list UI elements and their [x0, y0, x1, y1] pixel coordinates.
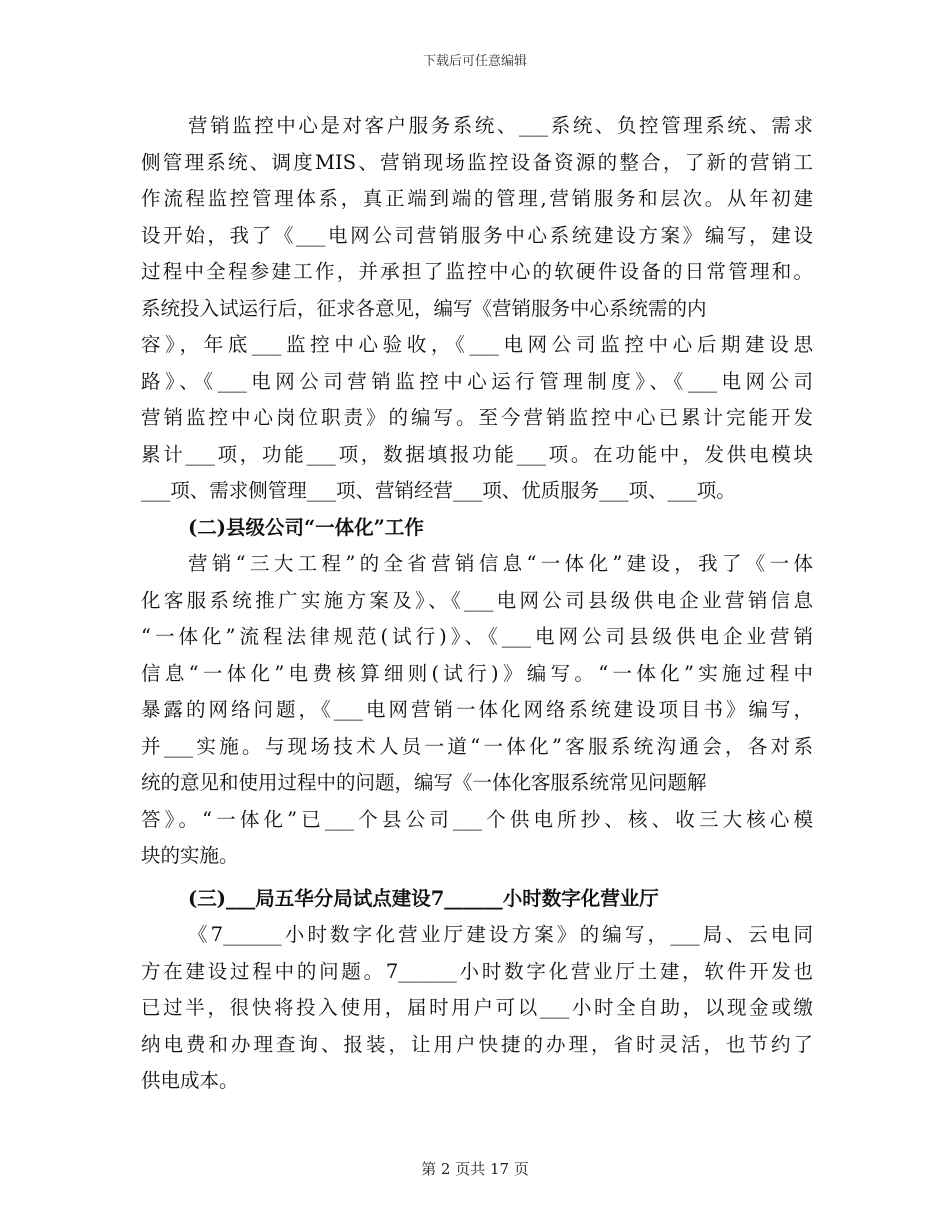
paragraph-line: 已过半，很快将投入使用，届时用户可以___小时全自助，以现金或缴	[141, 996, 813, 1019]
paragraph-line: 统的意见和使用过程中的问题，编写《一体化客服系统常见问题解	[141, 771, 707, 794]
paragraph-line: 路》、《___电网公司营销监控中心运行管理制度》、《___电网公司	[141, 369, 813, 393]
paragraph-line: 营销监控中心是对客户服务系统、___系统、负控管理系统、需求	[188, 114, 813, 137]
paragraph-line: 信息“一体化”电费核算细则(试行)》编写。“一体化”实施过程中	[141, 661, 813, 685]
document-body	[141, 108, 813, 1100]
paragraph-line: 作流程监控管理体系，真正端到端的管理,营销服务和层次。从年初建	[141, 187, 813, 210]
paragraph-line: 供电成本。	[141, 1069, 239, 1092]
section-heading-2: (二)县级公司“一体化”工作	[188, 515, 424, 539]
paragraph-3	[141, 917, 813, 1100]
paragraph-line: “一体化”流程法律规范(试行)》、《___电网公司县级供电企业营销	[141, 625, 813, 648]
page-header: 下载后可任意编辑	[422, 54, 527, 69]
paragraph-2	[141, 546, 813, 875]
paragraph-line: 侧管理系统、调度MIS、营销现场监控设备资源的整合，了新的营销工	[141, 150, 813, 174]
paragraph-line: 《7______小时数字化营业厅建设方案》的编写，___局、云电同	[188, 923, 813, 946]
paragraph-line: 化客服系统推广实施方案及》、《___电网公司县级供电企业营销信息	[141, 588, 813, 612]
page-footer: 第 2 页共 17 页	[421, 1160, 529, 1178]
paragraph-line: 块的实施。	[141, 844, 239, 867]
paragraph-line: 设开始，我了《___电网公司营销服务中心系统建设方案》编写，建设	[141, 223, 813, 247]
paragraph-line: 纳电费和办理查询、报装，让用户快捷的办理，省时灵活，也节约了	[141, 1032, 813, 1056]
paragraph-line: 暴露的网络问题，《___电网营销一体化网络系统建设项目书》编写，	[141, 698, 813, 721]
paragraph-line: 过程中全程参建工作，并承担了监控中心的软硬件设备的日常管理和。	[141, 260, 813, 283]
paragraph-line: 方在建设过程中的问题。7______小时数字化营业厅土建，软件开发也	[141, 959, 813, 983]
paragraph-line: 累计___项，功能___项，数据填报功能___项。在功能中，发供电模块	[141, 442, 813, 466]
paragraph-line: ___项、需求侧管理___项、营销经营___项、优质服务___项、___项。	[141, 479, 736, 502]
paragraph-line: 并___实施。与现场技术人员一道“一体化”客服系统沟通会，各对系	[141, 734, 813, 758]
paragraph-line: 系统投入试运行后，征求各意见，编写《营销服务中心系统需的内	[141, 296, 707, 320]
paragraph-line: 容》，年底___监控中心验收，《___电网公司监控中心后期建设思	[141, 333, 813, 356]
paragraph-line: 答》。“一体化”已___个县公司___个供电所抄、核、收三大核心模	[141, 807, 813, 831]
paragraph-line: 营销监控中心岗位职责》的编写。至今营销监控中心已累计完能开发	[141, 406, 813, 429]
paragraph-1	[141, 108, 813, 510]
paragraph-line: 营销“三大工程”的全省营销信息“一体化”建设，我了《一体	[188, 552, 813, 575]
section-heading-3: (三)___局五华分局试点建设7______小时数字化营业厅	[188, 886, 659, 910]
